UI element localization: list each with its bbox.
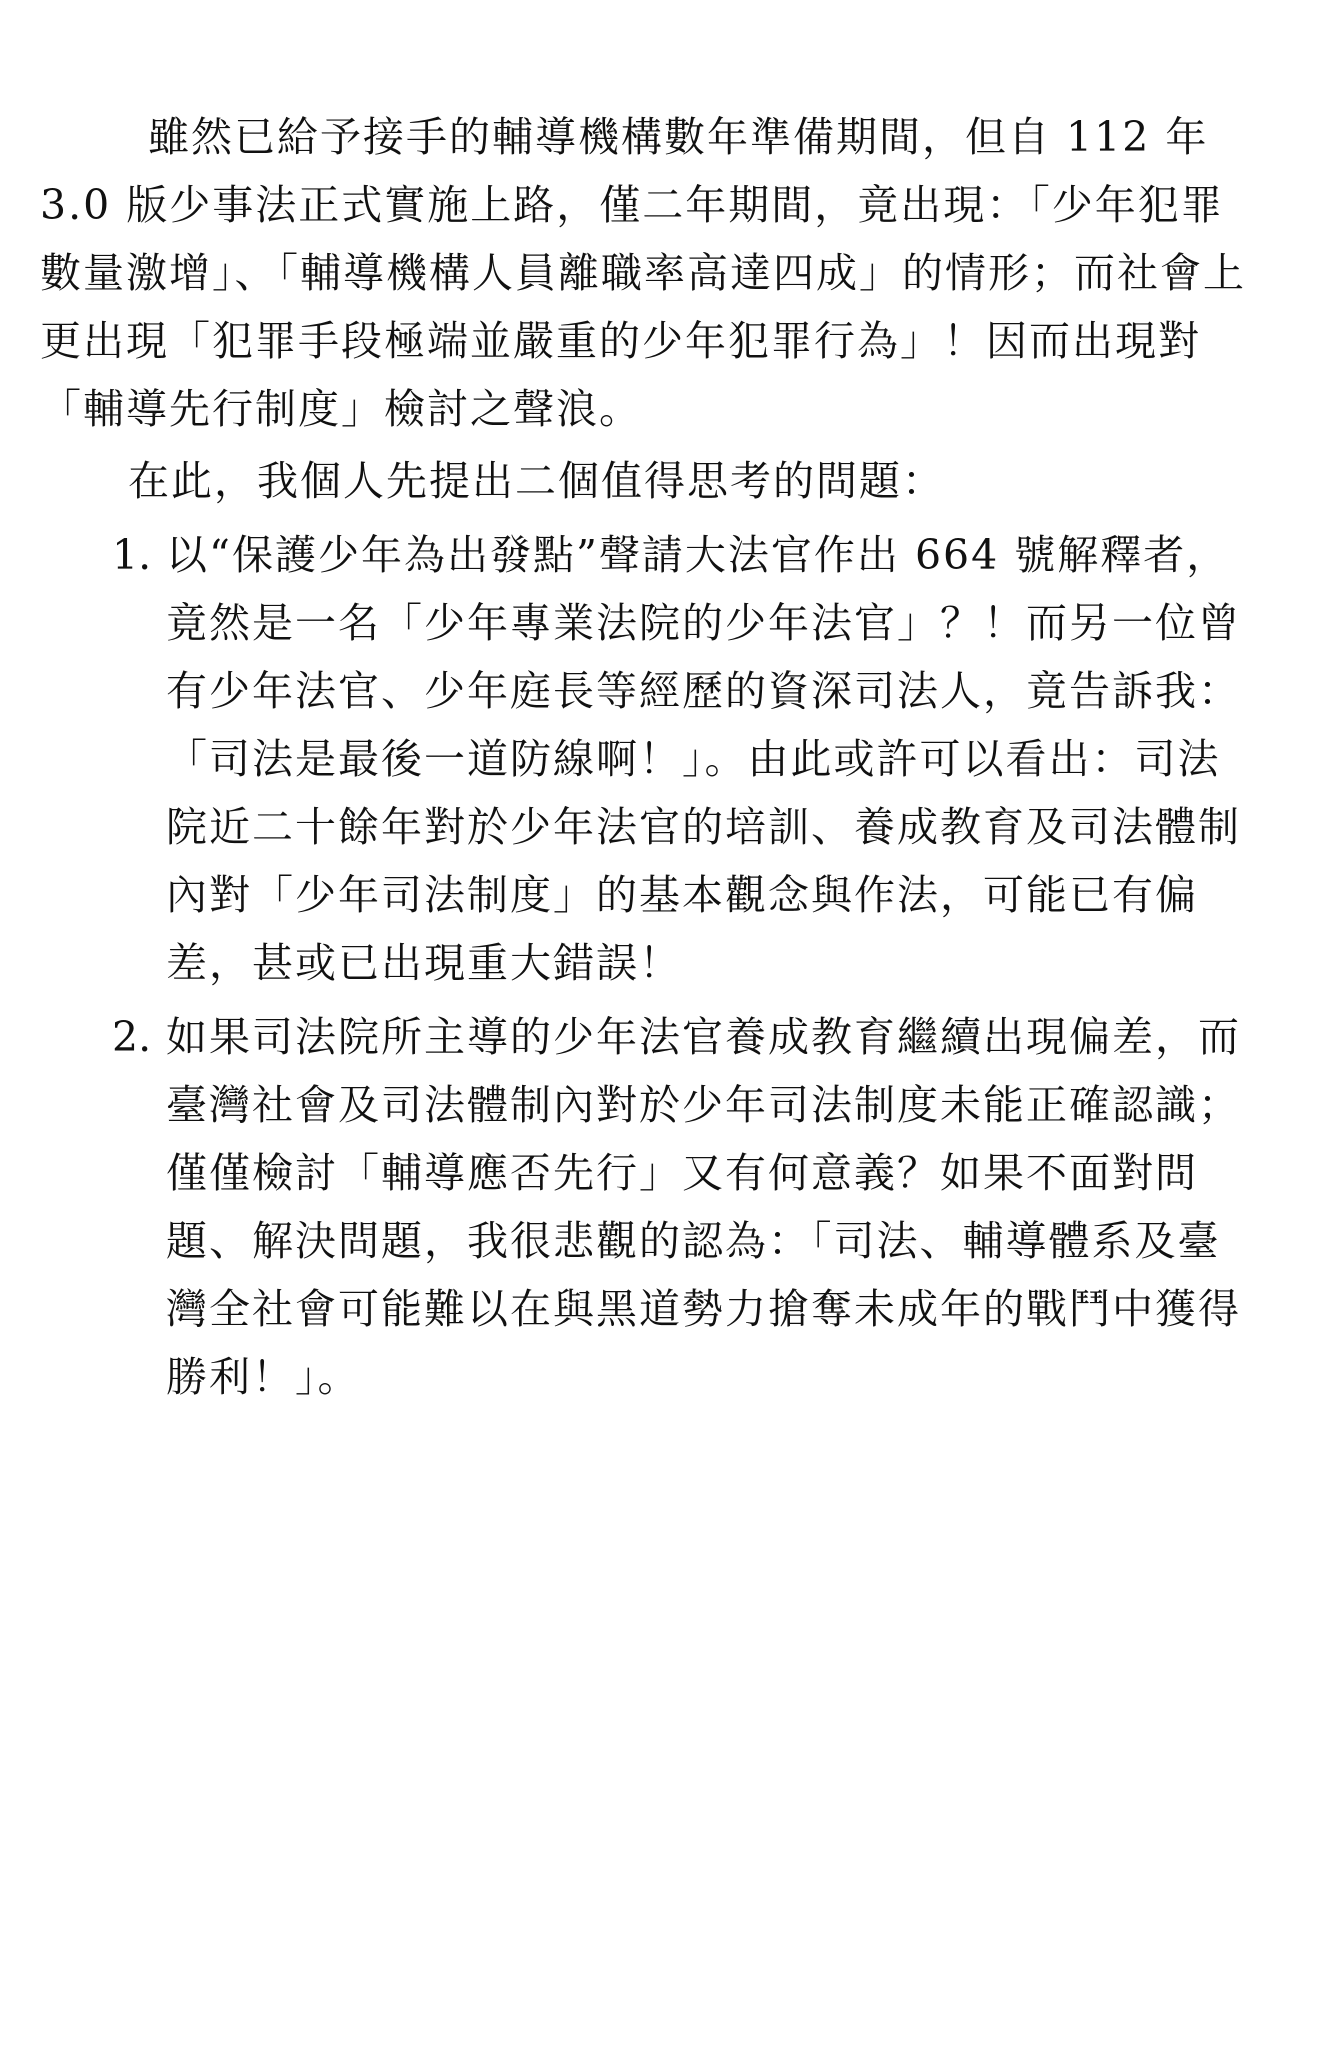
item-2-line-4: 題、解決問題，我很悲觀的認為：「司法、輔導體系及臺: [166, 1217, 1221, 1265]
intro-line-4: 更出現「犯罪手段極端並嚴重的少年犯罪行為」！因而出現對: [40, 317, 1201, 365]
intro-line-3: 數量激增」、「輔導機構人員離職率高達四成」的情形；而社會上: [40, 249, 1246, 297]
item-2-line-2: 臺灣社會及司法體制內對於少年司法制度未能正確認識；: [166, 1081, 1241, 1129]
item-1-line-3: 有少年法官、少年庭長等經歷的資深司法人，竟告訴我：: [166, 667, 1241, 715]
item-2-line-6: 勝利！」。: [166, 1353, 361, 1401]
intro-line-1: 雖然已給予接手的輔導機構數年準備期間，但自 112 年: [148, 113, 1209, 161]
item-1-line-6: 內對「少年司法制度」的基本觀念與作法，可能已有偏: [166, 871, 1198, 919]
item-1-line-5: 院近二十餘年對於少年法官的培訓、養成教育及司法體制: [166, 803, 1241, 851]
intro-line-2: 3.0 版少事法正式實施上路，僅二年期間，竟出現：「少年犯罪: [40, 181, 1224, 229]
item-2-line-1: 如果司法院所主導的少年法官養成教育繼續出現偏差，而: [166, 1013, 1241, 1061]
lead-sentence: 在此，我個人先提出二個值得思考的問題：: [128, 457, 945, 505]
item-1-line-2: 竟然是一名「少年專業法院的少年法官」？！而另一位曾: [166, 599, 1241, 647]
item-2-line-5: 灣全社會可能難以在與黑道勢力搶奪未成年的戰鬥中獲得: [166, 1285, 1241, 1333]
item-2-line-3: 僅僅檢討「輔導應否先行」又有何意義？如果不面對問: [166, 1149, 1198, 1197]
item-1-line-4: 「司法是最後一道防線啊！」。由此或許可以看出：司法: [166, 735, 1221, 783]
item-1-line-7: 差，甚或已出現重大錯誤！: [166, 939, 682, 987]
intro-line-5: 「輔導先行制度」檢討之聲浪。: [40, 385, 642, 433]
item-1-line-1: 以“保護少年為出發點”聲請大法官作出 664 號解釋者，: [166, 531, 1230, 579]
item-2-number: 2.: [112, 1013, 152, 1061]
item-1-number: 1.: [112, 531, 152, 579]
